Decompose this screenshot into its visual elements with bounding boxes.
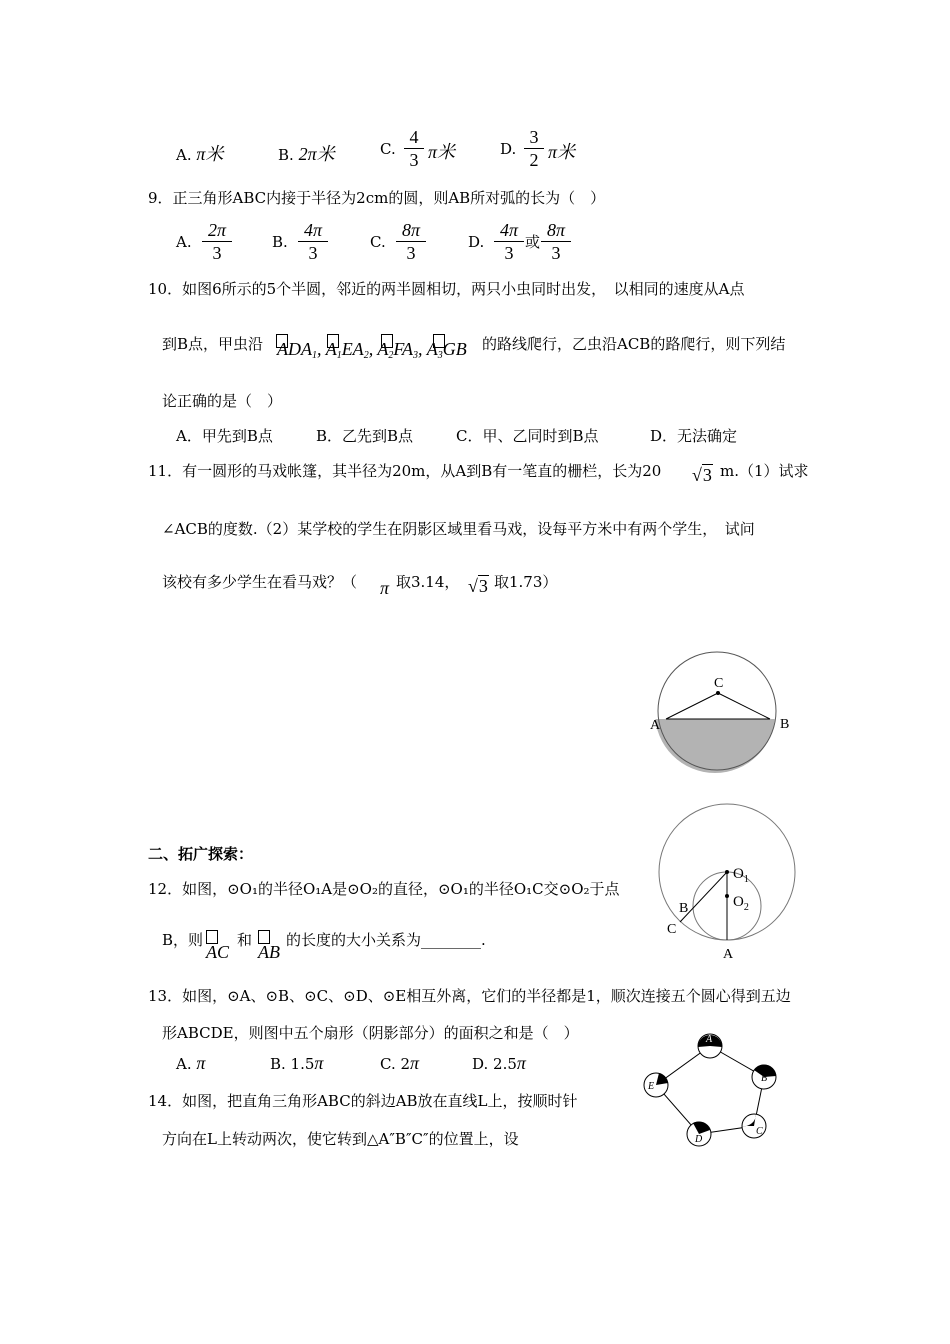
q8-option-c-fraction: $\frac{4}{3}$: [404, 126, 424, 171]
q11-pi: π: [380, 578, 390, 598]
label-a: A: [723, 947, 734, 962]
label-b: B: [679, 901, 689, 916]
q8-option-d-fraction: $\frac{3}{2}$: [524, 126, 544, 171]
q9-option-a-fraction: $\frac{2\pi}{3}$: [202, 219, 232, 264]
q10-option-a: A．甲先到B点: [176, 427, 273, 445]
q9-option-b-label: B.: [272, 233, 288, 251]
arc-ab: AB: [258, 942, 280, 962]
q8-option-d-label: D.: [500, 140, 517, 158]
q11-line2: ∠ACB的度数.（2）某学校的学生在阴影区域里看马戏，设每平方米中有两个学生， 试问: [162, 520, 755, 538]
q12-line2-pre: B，则: [162, 931, 204, 949]
q8-option-a: A. π米: [176, 144, 224, 164]
q9-option-d-label: D.: [468, 233, 485, 251]
q11-line3-pre: 该校有多少学生在看马戏？（: [162, 573, 358, 591]
q11-line3-mid: 取3.14，: [396, 573, 460, 591]
q10-option-d: D．无法确定: [650, 427, 738, 445]
q11-line3-post: 取1.73）: [494, 573, 558, 591]
q10-option-b: B．乙先到B点: [316, 427, 414, 445]
q13-option-d: D. 2.5π: [472, 1053, 526, 1073]
q8-option-c-text: π米: [428, 142, 456, 162]
label-b: B: [780, 717, 790, 732]
q13-pentagon-figure: [630, 1030, 790, 1150]
label-a: A: [650, 718, 661, 733]
q13-option-c: C. 2π: [380, 1053, 420, 1073]
q8-option-b: B. 2π米: [278, 144, 335, 164]
q13-line2: 形ABCDE，则图中五个扇形（阴影部分）的面积之和是（ ）: [162, 1024, 579, 1042]
q14-line1: 14．如图，把直角三角形ABC的斜边AB放在直线L上，按顺时针: [148, 1092, 578, 1110]
q10-option-c: C．甲、乙同时到B点: [456, 427, 599, 445]
svg-text:A: A: [706, 1034, 713, 1045]
circle-e: [644, 1073, 668, 1097]
q9-option-c-fraction: $\frac{8\pi}{3}$: [396, 219, 426, 264]
label-o1: $O_1$: [733, 866, 749, 885]
q11-circle-figure: [640, 625, 810, 805]
q10-line1: 10．如图6所示的5个半圆，邻近的两半圆相切，两只小虫同时出发， 以相同的速度从A点: [148, 280, 745, 298]
q10-line3: 论正确的是（ ）: [162, 392, 283, 410]
q9-option-d-fraction-2: $\frac{8\pi}{3}$: [541, 219, 571, 264]
q8-option-c-label: C.: [380, 140, 396, 158]
q9-option-c-label: C.: [370, 233, 386, 251]
label-c: C: [714, 676, 724, 691]
q12-and: 和: [237, 931, 253, 949]
q14-line2: 方向在L上转动两次，使它转到△A″B″C″的位置上，设: [162, 1130, 519, 1148]
sqrt-3: √3: [692, 465, 712, 485]
q9-stem: 9．正三角形ABC内接于半径为2cm的圆，则AB所对弧的长为（ ）: [148, 189, 606, 207]
q10-line2-post: 的路线爬行，乙虫沿ACB的路爬行，则下列结: [482, 335, 786, 353]
svg-text:D: D: [695, 1134, 703, 1145]
q9-option-d-fraction-1: $\frac{4\pi}{3}$: [494, 219, 524, 264]
q12-line2-post: 的长度的大小关系为________.: [286, 931, 486, 949]
circle-d: [687, 1122, 711, 1146]
q8-option-d-text: π米: [548, 142, 576, 162]
svg-text:C: C: [756, 1126, 763, 1137]
q11-line1-post: m.（1）试求: [720, 462, 809, 480]
label-o2: $O_2$: [733, 894, 749, 913]
q10-line2-pre: 到B点，甲虫沿: [162, 335, 264, 353]
arc-ac: AC: [206, 942, 230, 962]
q12-circles-figure: [655, 802, 805, 967]
circle-a: [698, 1034, 722, 1058]
center-point-c: [716, 691, 720, 695]
section-title: 二、拓广探索：: [148, 845, 254, 863]
q12-line1: 12．如图，⊙O₁的半径O₁A是⊙O₂的直径，⊙O₁的半径O₁C交⊙O₂于点: [148, 880, 620, 898]
sqrt-3: √3: [468, 576, 488, 596]
radius-cb: [718, 693, 770, 719]
q13-option-b: B. 1.5π: [270, 1053, 324, 1073]
circle-c: [742, 1114, 766, 1138]
q9-option-b-fraction: $\frac{4\pi}{3}$: [298, 219, 328, 264]
radius-ca: [666, 693, 718, 719]
circle-b: [752, 1065, 776, 1089]
svg-text:B: B: [761, 1073, 768, 1084]
q9-option-d-or: 或: [525, 233, 541, 251]
q11-line1-pre: 11．有一圆形的马戏帐篷，其半径为20m，从A到B有一笔直的栅栏，长为20: [148, 462, 662, 480]
q13-option-a: A. π: [176, 1053, 206, 1073]
label-c: C: [667, 922, 677, 937]
q10-arc-path: $ADA_1$, $A_1EA_2$, $A_2FA_3$, $A_3GB$: [277, 339, 467, 361]
q9-option-a-label: A.: [176, 233, 192, 251]
svg-text:E: E: [648, 1081, 655, 1092]
q13-line1: 13．如图，⊙A、⊙B、⊙C、⊙D、⊙E相互外离，它们的半径都是1，顺次连接五个圆心得到五边: [148, 987, 791, 1005]
